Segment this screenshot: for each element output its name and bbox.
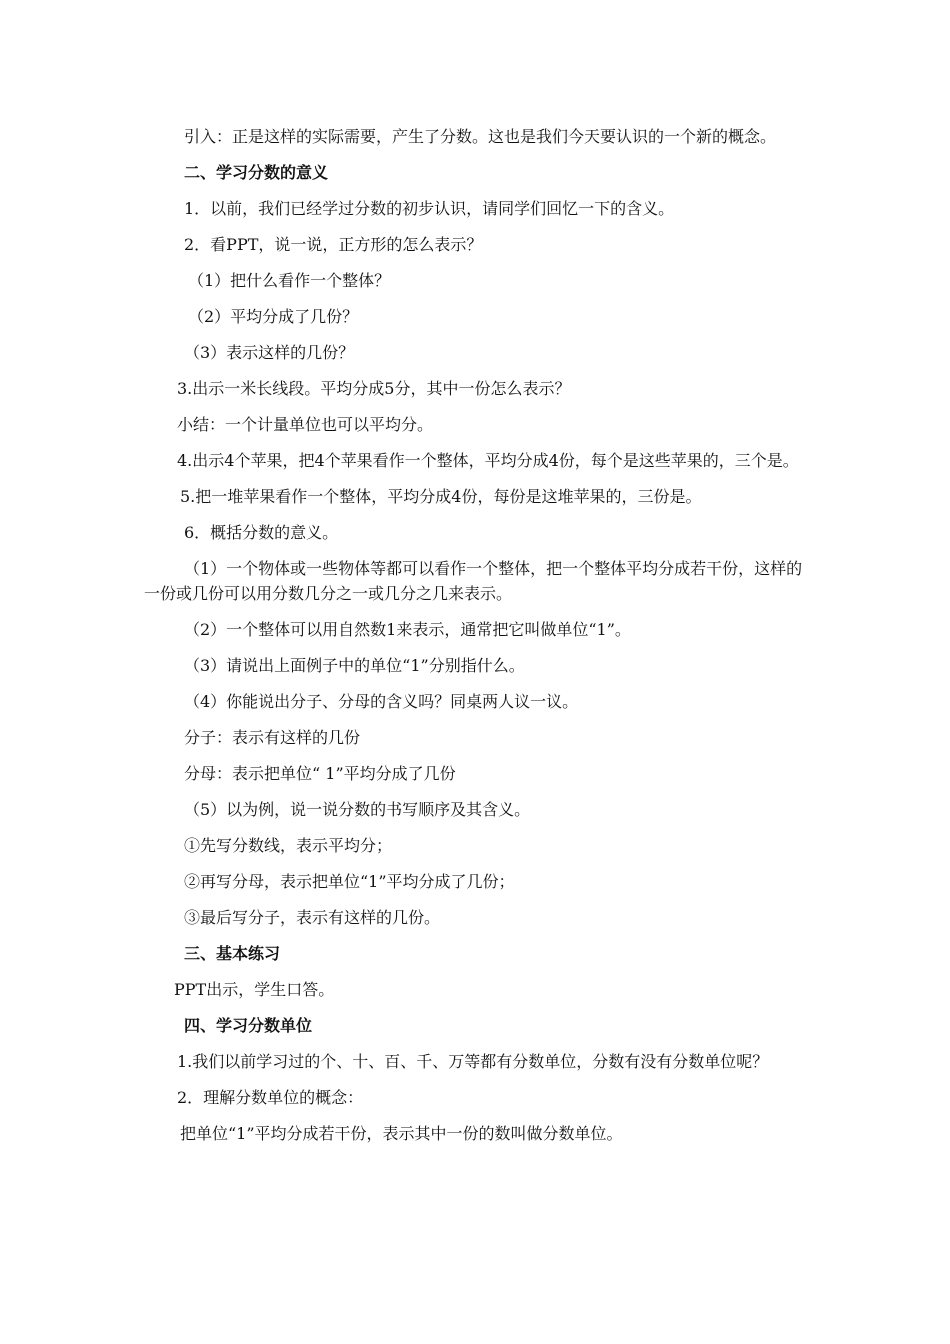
step-item: ①先写分数线，表示平均分； [184, 836, 393, 855]
step-item: ②再写分母，表示把单位“1”平均分成了几份； [184, 872, 515, 891]
list-item: 1.我们以前学习过的个、十、百、千、万等都有分数单位，分数有没有分数单位呢？ [177, 1052, 769, 1071]
section-heading-2: 二、学习分数的意义 [184, 163, 329, 182]
list-item: 2．理解分数单位的概念： [177, 1088, 364, 1107]
practice-line: PPT出示，学生口答。 [174, 980, 335, 999]
list-item: 6．概括分数的意义。 [184, 523, 339, 542]
intro-paragraph: 引入：正是这样的实际需要，产生了分数。这也是我们今天要认识的一个新的概念。 [184, 127, 777, 146]
list-item: （2）平均分成了几份？ [188, 307, 359, 326]
section-heading-4: 四、学习分数单位 [184, 1016, 313, 1035]
denominator-definition: 分母：表示把单位“ 1”平均分成了几份 [184, 764, 456, 783]
document-body [144, 119, 808, 1152]
step-item: ③最后写分子，表示有这样的几份。 [184, 908, 441, 927]
list-item: 2．看PPT，说一说，正方形的怎么表示？ [184, 235, 483, 254]
list-item: 5.把一堆苹果看作一个整体，平均分成4份，每份是这堆苹果的，三份是。 [180, 487, 702, 506]
unit-definition: 把单位“1”平均分成若干份，表示其中一份的数叫做分数单位。 [180, 1124, 623, 1143]
list-item: （2）一个整体可以用自然数1来表示，通常把它叫做单位“1”。 [184, 620, 631, 639]
numerator-definition: 分子：表示有这样的几份 [184, 728, 361, 747]
list-item: （1）把什么看作一个整体？ [188, 271, 391, 290]
summary-line: 小结：一个计量单位也可以平均分。 [177, 415, 434, 434]
list-item: （3）表示这样的几份？ [184, 343, 355, 362]
list-item: 3.出示一米长线段。平均分成5分，其中一份怎么表示？ [177, 379, 571, 398]
list-item: 4.出示4个苹果，把4个苹果看作一个整体，平均分成4份，每个是这些苹果的，三个是。 [177, 451, 799, 470]
list-item: （5）以为例，说一说分数的书写顺序及其含义。 [184, 800, 531, 819]
list-item: （4）你能说出分子、分母的含义吗？同桌两人议一议。 [184, 692, 579, 711]
definition-paragraph: （1）一个物体或一些物体等都可以看作一个整体，把一个整体平均分成若干份，这样的一份或几份可以用分数几分之一或几分之几来表示。 [144, 559, 803, 603]
list-item: 1．以前，我们已经学过分数的初步认识，请同学们回忆一下的含义。 [184, 199, 675, 218]
section-heading-3: 三、基本练习 [184, 944, 281, 963]
list-item: （3）请说出上面例子中的单位“1”分别指什么。 [184, 656, 525, 675]
